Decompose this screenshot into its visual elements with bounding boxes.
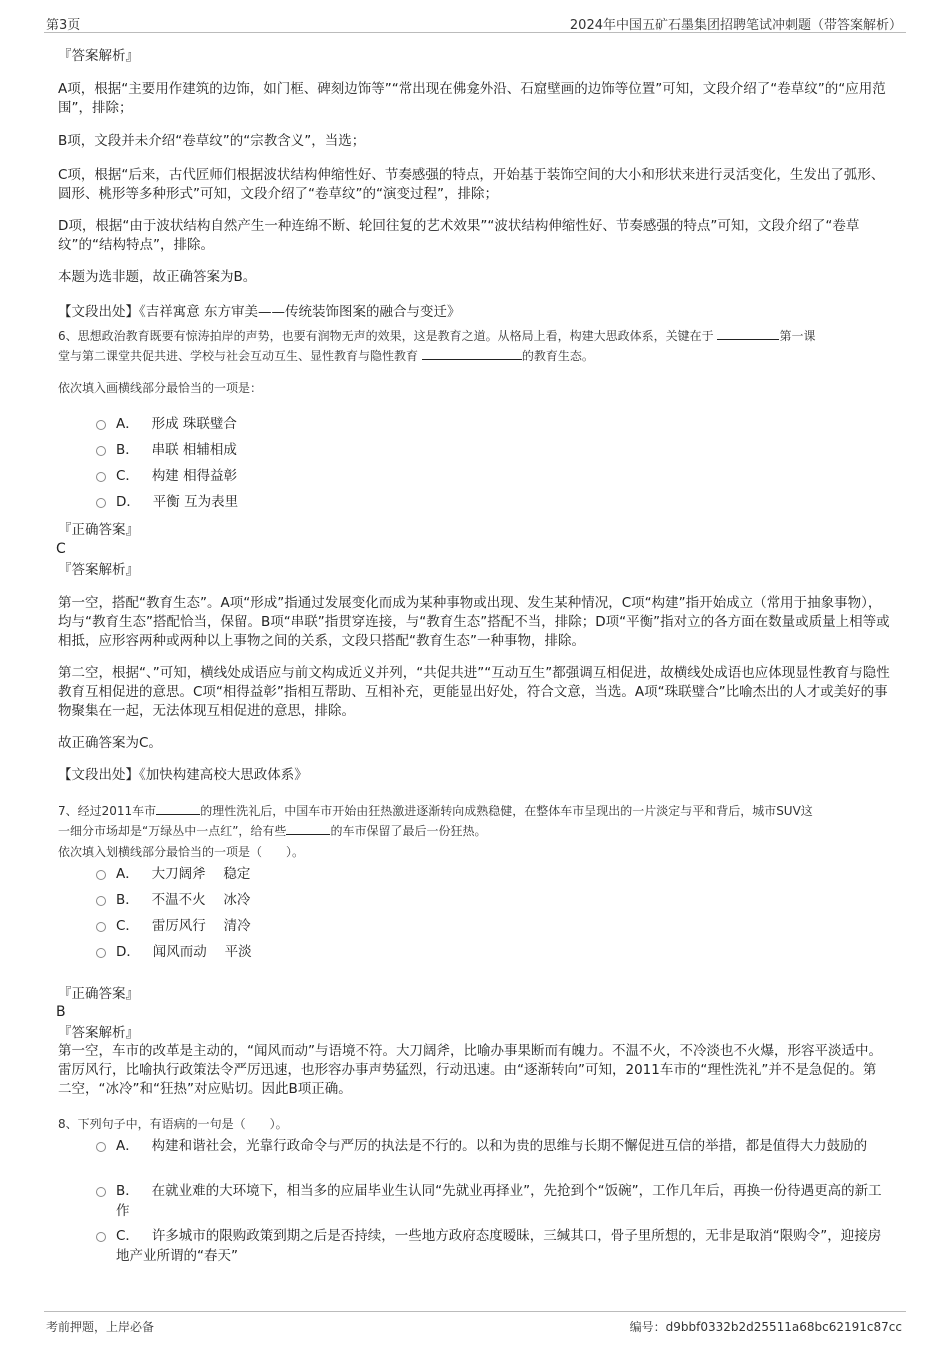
q6-analysis-p2: 第二空，根据“、”可知，横线处成语应与前文构成近义并列，“共促共进”“互动互生”都强调互相促进，故横线处成语也应体现显性教育与隐性教育互相促进的意思。C项“相得益彰”指相互帮助、互相补充，更能显出好处，符合文意，当选。A项“珠联璧合”比喻杰出的人才或美好的事物聚集在一起，无法体现互相促进的意思，排除。 [58, 665, 890, 719]
q7-option-a[interactable]: A． 大刀阔斧 稳定 [96, 864, 896, 884]
q6-analysis-title: 『答案解析』 [58, 562, 139, 578]
radio-icon[interactable] [96, 870, 106, 880]
q7-stem: 7、经过2011车市 的理性洗礼后，中国车市开始由狂热激进逐渐转向成熟稳健，在整体车市呈现出的一片淡定与平和背后，城市SUV这 一细分市场却是“万绿丛中一点红”，给有些 的车市保留了最后一份狂热。 [58, 804, 813, 838]
radio-icon[interactable] [96, 1187, 106, 1197]
q7-option-c[interactable]: C． 雷厉风行 清冷 [96, 916, 896, 936]
q5-analysis-b: B项，文段并未介绍“卷草纹”的“宗教含义”，当选； [58, 133, 366, 149]
q5-analysis-title: 『答案解析』 [58, 48, 139, 64]
document-title: 2024年中国五矿石墨集团招聘笔试冲刺题（带答案解析） [569, 18, 902, 33]
radio-icon[interactable] [96, 896, 106, 906]
q7-blank-1 [156, 802, 200, 815]
q5-analysis-a: A项，根据“主要用作建筑的边饰，如门框、碑刻边饰等”“常出现在佛龛外沿、石窟壁画的边饰等位置”可知，文段介绍了“卷草纹”的“应用范围”，排除； [58, 81, 886, 116]
q7-answer-title: 『正确答案』 [58, 986, 139, 1002]
q7-analysis: 第一空，车市的改革是主动的，“闻风而动”与语境不符。大刀阔斧，比喻办事果断而有魄力。不温不火，不冷淡也不火爆，形容平淡适中。雷厉风行，比喻执行政策法令严厉迅速，也形容办事声势猛烈，行动迅速。由“逐渐转向”可知，2011车市的“理性洗礼”并不是急促的。第二空，“冰冷”和“狂热”对应贴切。因此B项正确。 [58, 1043, 882, 1097]
q6-option-c[interactable]: C． 构建 相得益彰 [96, 466, 896, 486]
q8-option-b[interactable]: B． 在就业难的大环境下，相当多的应届毕业生认同“先就业再择业”，先抢到个“饭碗”，工作几年后，再换一份待遇更高的新工作 [96, 1181, 891, 1221]
q6-conclusion: 故正确答案为C。 [58, 735, 162, 751]
page-footer [44, 1311, 906, 1338]
radio-icon[interactable] [96, 1142, 106, 1152]
page-header [44, 12, 906, 33]
radio-icon[interactable] [96, 498, 106, 508]
q6-option-b[interactable]: B． 串联 相辅相成 [96, 440, 896, 460]
q6-blank-1 [717, 327, 779, 340]
q7-analysis-title: 『答案解析』 [58, 1025, 139, 1041]
page-number: 第3页 [46, 18, 81, 33]
q7-answer: B [56, 1004, 66, 1020]
radio-icon[interactable] [96, 1232, 106, 1242]
radio-icon[interactable] [96, 472, 106, 482]
q6-option-d[interactable]: D． 平衡 互为表里 [96, 492, 896, 512]
document-code: 编号：d9bbf0332b2d25511a68bc62191c87cc [629, 1320, 902, 1334]
q6-source: 【文段出处】《加快构建高校大思政体系》 [58, 767, 308, 783]
q8-stem: 8、下列句子中，有语病的一句是（ ）。 [58, 1117, 288, 1131]
q8-option-a[interactable]: A． 构建和谐社会，光靠行政命令与严厉的执法是不行的。以和为贵的思维与长期不懈促进互信的举措，都是值得大力鼓励的 [96, 1136, 891, 1156]
q6-analysis-p1: 第一空，搭配“教育生态”。A项“形成”指通过发展变化而成为某种事物或出现、发生某种情况，C项“构建”指开始成立（常用于抽象事物），均与“教育生态”搭配恰当，保留。B项“串联”指贯穿连接，与“教育生态”搭配不当，排除；D项“平衡”指对立的各方面在数量或质量上相等或相抵，应形容两种或两种以上事物之间的关系，文段只搭配“教育生态”一种事物，排除。 [58, 595, 890, 649]
q7-option-b[interactable]: B． 不温不火 冰冷 [96, 890, 896, 910]
q5-analysis-d: D项，根据“由于波状结构自然产生一种连绵不断、轮回往复的艺术效果”“波状结构伸缩性好、节奏感强的特点”可知，文段介绍了“卷草纹”的“结构特点”，排除。 [58, 218, 860, 253]
radio-icon[interactable] [96, 446, 106, 456]
q5-analysis-c: C项，根据“后来，古代匠师们根据波状结构伸缩性好、节奏感强的特点，开始基于装饰空间的大小和形状来进行灵活变化，生发出了弧形、圆形、桃形等多种形式”可知，文段介绍了“卷草纹”的“演变过程”，排除； [58, 167, 885, 202]
q6-prompt: 依次填入画横线部分最恰当的一项是： [58, 381, 263, 395]
q7-option-d[interactable]: D． 闻风而动 平淡 [96, 942, 896, 962]
q6-option-a[interactable]: A． 形成 珠联璧合 [96, 414, 896, 434]
q7-blank-2 [286, 822, 330, 835]
q7-prompt: 依次填入划横线部分最恰当的一项是（ ）。 [58, 845, 305, 859]
radio-icon[interactable] [96, 948, 106, 958]
footer-slogan: 考前押题，上岸必备 [46, 1320, 155, 1334]
radio-icon[interactable] [96, 420, 106, 430]
q6-blank-2 [422, 347, 522, 360]
q6-answer-title: 『正确答案』 [58, 522, 139, 538]
q5-conclusion: 本题为选非题，故正确答案为B。 [58, 269, 257, 285]
q6-stem: 6、思想政治教育既要有惊涛拍岸的声势，也要有润物无声的效果，这是教育之道。从格局上看，构建大思政体系，关键在于 第一课 堂与第二课堂共促共进、学校与社会互动互生、显性教育与隐性教育 的教育生态。 [58, 329, 816, 363]
q6-answer: C [56, 541, 66, 557]
q5-source: 【文段出处】《吉祥寓意 东方审美——传统装饰图案的融合与变迁》 [58, 304, 461, 320]
q8-option-c[interactable]: C． 许多城市的限购政策到期之后是否持续，一些地方政府态度暧昧，三缄其口，骨子里所想的，无非是取消“限购令”，迎接房地产业所谓的“春天” [96, 1226, 891, 1266]
radio-icon[interactable] [96, 922, 106, 932]
